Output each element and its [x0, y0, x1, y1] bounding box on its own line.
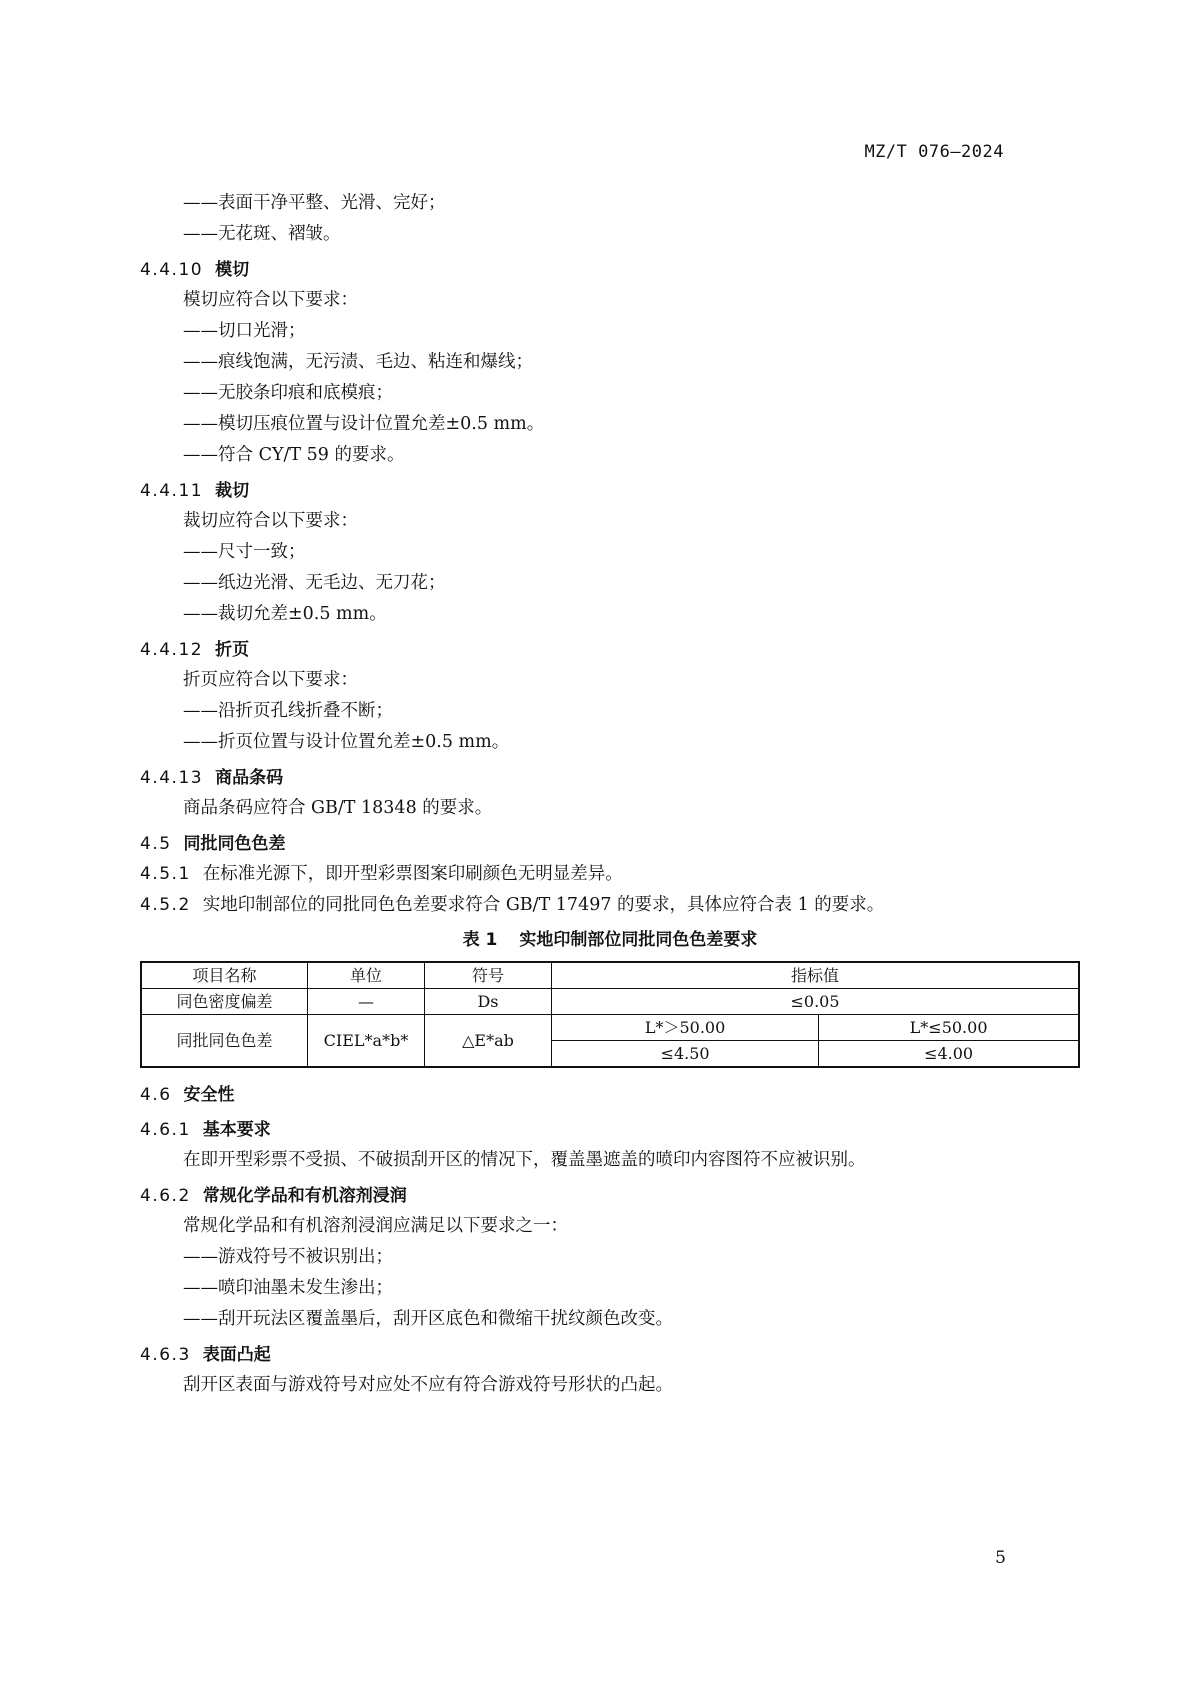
- header-cell: 项目名称: [141, 962, 308, 989]
- paragraph: 常规化学品和有机溶剂浸润应满足以下要求之一：: [183, 1216, 568, 1236]
- table-cell: △E*ab: [425, 1015, 552, 1068]
- table-number: 表 1: [462, 930, 498, 950]
- heading-4-5: [140, 829, 1080, 859]
- heading-4-4-10: [140, 255, 1080, 285]
- table-cell: ≤4.50: [552, 1041, 819, 1068]
- list-item: ——表面干净平整、光滑、完好；: [183, 193, 446, 213]
- document-body: [140, 188, 1080, 1401]
- clause-text: 在标准光源下，即开型彩票图案印刷颜色无明显差异。: [202, 864, 623, 884]
- list-item: ——喷印油墨未发生渗出；: [183, 1278, 393, 1298]
- list-item: ——符合 CY/T 59 的要求。: [183, 445, 405, 465]
- list-item: ——无花斑、褶皱。: [183, 224, 341, 244]
- section-number: 4.6.1: [140, 1120, 191, 1140]
- list-item: ——沿折页孔线折叠不断；: [183, 701, 393, 721]
- list-item: ——痕线饱满，无污渍、毛边、粘连和爆线；: [183, 352, 533, 372]
- clause-text: 实地印制部位的同批同色色差要求符合 GB/T 17497 的要求，具体应符合表 1 的要求。: [202, 895, 885, 915]
- section-number: 4.6.3: [140, 1345, 191, 1365]
- section-title: 模切: [215, 260, 250, 280]
- clause-number: 4.5.1: [140, 864, 191, 884]
- section-number: 4.4.12: [140, 640, 204, 660]
- header-cell: 指标值: [552, 962, 1080, 989]
- table-cell: 同色密度偏差: [141, 989, 308, 1015]
- header-cell: 符号: [425, 962, 552, 989]
- section-number: 4.4.11: [140, 481, 204, 501]
- table-row: [141, 989, 1079, 1015]
- paragraph: 刮开区表面与游戏符号对应处不应有符合游戏符号形状的凸起。: [183, 1375, 673, 1395]
- heading-4-6-3: [140, 1340, 1080, 1370]
- section-title: 裁切: [215, 481, 250, 501]
- table-header-row: [141, 962, 1079, 989]
- heading-4-6: [140, 1080, 1080, 1110]
- paragraph: 裁切应符合以下要求：: [183, 511, 358, 531]
- header-cell: 单位: [308, 962, 425, 989]
- heading-4-6-1: [140, 1115, 1080, 1145]
- list-item: ——裁切允差±0.5 mm。: [183, 604, 387, 624]
- heading-4-4-11: [140, 476, 1080, 506]
- color-difference-table: [140, 961, 1080, 1068]
- list-item: ——模切压痕位置与设计位置允差±0.5 mm。: [183, 414, 545, 434]
- table-cell: ≤0.05: [552, 989, 1080, 1015]
- heading-4-4-12: [140, 635, 1080, 665]
- section-title: 安全性: [183, 1085, 235, 1105]
- section-title: 基本要求: [202, 1120, 271, 1140]
- list-item: ——纸边光滑、无毛边、无刀花；: [183, 573, 446, 593]
- section-number: 4.6.2: [140, 1186, 191, 1206]
- table-cell: L*＞50.00: [552, 1015, 819, 1041]
- paragraph: 模切应符合以下要求：: [183, 290, 358, 310]
- standard-number: MZ/T 076—2024: [864, 142, 1004, 162]
- list-item: ——游戏符号不被识别出；: [183, 1247, 393, 1267]
- table-cell: —: [308, 989, 425, 1015]
- section-number: 4.4.13: [140, 768, 204, 788]
- section-number: 4.4.10: [140, 260, 204, 280]
- paragraph: 在即开型彩票不受损、不破损刮开区的情况下，覆盖墨遮盖的喷印内容图符不应被识别。: [183, 1150, 866, 1170]
- table-caption: [140, 927, 1080, 953]
- list-item: ——刮开玩法区覆盖墨后，刮开区底色和微缩干扰纹颜色改变。: [183, 1309, 673, 1329]
- heading-4-6-2: [140, 1181, 1080, 1211]
- section-title: 同批同色色差: [183, 834, 286, 854]
- section-number: 4.5: [140, 834, 172, 854]
- table-cell: CIEL*a*b*: [308, 1015, 425, 1068]
- page-number: 5: [995, 1548, 1006, 1568]
- table-cell: 同批同色色差: [141, 1015, 308, 1068]
- section-title: 常规化学品和有机溶剂浸润: [202, 1186, 407, 1206]
- section-title: 折页: [215, 640, 250, 660]
- section-number: 4.6: [140, 1085, 172, 1105]
- table-cell: ≤4.00: [819, 1041, 1079, 1068]
- clause-4-5-2: [140, 890, 1080, 921]
- table-cell: Ds: [425, 989, 552, 1015]
- table-row: [141, 1015, 1079, 1041]
- section-title: 表面凸起: [202, 1345, 271, 1365]
- table-title: 实地印制部位同批同色色差要求: [519, 930, 758, 950]
- table-cell: L*≤50.00: [819, 1015, 1079, 1041]
- heading-4-4-13: [140, 763, 1080, 793]
- section-title: 商品条码: [215, 768, 284, 788]
- clause-number: 4.5.2: [140, 895, 191, 915]
- list-item: ——尺寸一致；: [183, 542, 306, 562]
- list-item: ——无胶条印痕和底模痕；: [183, 383, 393, 403]
- list-item: ——切口光滑；: [183, 321, 306, 341]
- paragraph: 折页应符合以下要求：: [183, 670, 358, 690]
- paragraph: 商品条码应符合 GB/T 18348 的要求。: [183, 798, 493, 818]
- list-item: ——折页位置与设计位置允差±0.5 mm。: [183, 732, 510, 752]
- clause-4-5-1: [140, 859, 1080, 890]
